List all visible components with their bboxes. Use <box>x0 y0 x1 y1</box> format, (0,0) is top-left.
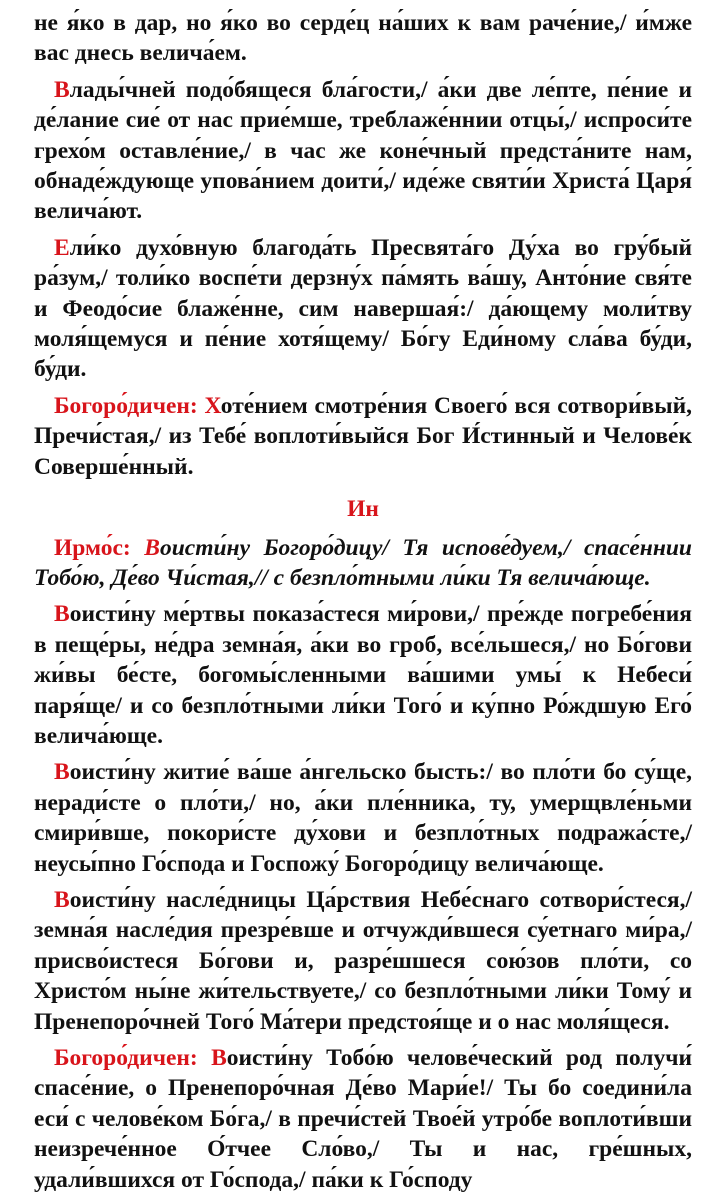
theotokion-text: оисти́ну Тобо́ю челове́ческий род получи́ спасе́ние, о Пренепоро́чная Де́во Мари́е!/ Ты бо соедини́ла еси́ с челове́ком Бо́га,/ в пречи́стей Твое́й утро́бе воплоти́вши неизрече́нное О́тчее Сло́во,/ Ты и нас, гре́шных, удали́вшихся от Го́спода,/ па́ки к Го́споду <box>34 1045 692 1193</box>
paragraph-text: не я́ко в дар, но я́ко во серде́ц на́ших к вам раче́ние,/ и́мже вас днесь велича́ем. <box>34 10 692 67</box>
troparion-text: лады́чней подо́бящеся бла́гости,/ а́ки две ле́пте, пе́ние и де́лание сие́ от нас прие́мше, треблаже́ннии отцы́,/ испроси́те грехо́м оставле́ние,/ в час же коне́чный предста́ните нам, обнаде́ждующе упова́нием доити́,/ иде́же святи́и Христа́ Царя́ велича́ют. <box>34 76 692 225</box>
drop-cap: В <box>54 759 70 786</box>
troparion-5 <box>34 885 692 1037</box>
theotokion-label: Богоро́дичен: <box>54 1045 198 1071</box>
theotokion-1 <box>34 391 692 482</box>
drop-cap: Е <box>54 234 70 261</box>
drop-cap: В <box>144 534 160 561</box>
paragraph-continued <box>34 8 692 69</box>
irmos-label: Ирмо́с: <box>54 534 131 561</box>
troparion-text: ли́ко духо́вную благода́ть Пресвята́го Ду́ха во гру́бый ра́зум,/ толи́ко воспе́ти дерзну́х па́мять ва́шу, Анто́ние свя́те и Феодо́сие блаже́нне, сим навершая́:/ да́ющему моли́тву моля́щемуся и пе́ние хотя́щему/ Бо́гу Еди́ному сла́ва бу́ди, бу́ди. <box>34 234 692 383</box>
drop-cap: Х <box>204 392 221 419</box>
troparion-text: оисти́ну ме́ртвы показа́стеся ми́рови,/ пре́жде погребе́ния в пеще́ры, не́дра земна́я, а́ки во гроб, все́льшеся,/ но Бо́гови жи́вы бе́сте, богомы́сленными ва́шими умы́ к Небеси́ паря́ще/ и со безпло́тными ли́ки Того́ и ку́пно Ро́ждшую Его́ велича́юще. <box>34 601 692 749</box>
troparion-2 <box>34 233 692 385</box>
theotokion-label: Богоро́дичен: <box>54 392 198 419</box>
drop-cap: В <box>54 601 70 628</box>
drop-cap: В <box>54 76 70 103</box>
section-heading: Ин <box>347 496 379 523</box>
troparion-1 <box>34 75 692 227</box>
troparion-text: оисти́ну житие́ ва́ше а́нгельско бысть:/ во пло́ти бо су́ще, неради́сте о пло́ти,/ но, а́ки пле́нника, ту, умерщвле́ньми смири́вше, покори́сте ду́хови и безпло́тных подража́сте,/ неусы́пно Го́спода и Госпожу́ Богоро́дицу велича́юще. <box>34 759 692 877</box>
theotokion-text: оте́нием смотре́ния Своего́ вся сотвори́вый, Пречи́стая,/ из Тебе́ воплоти́выйся Бог И́стинный и Челове́к Соверше́нный. <box>34 392 692 480</box>
troparion-3 <box>34 599 692 751</box>
irmos <box>34 533 692 594</box>
drop-cap: В <box>211 1045 227 1071</box>
irmos-text: оисти́ну Богоро́дицу/ Тя испове́дуем,/ спасе́ннии Тобо́ю, Де́во Чи́стая,// с безпло́тными ли́ки Тя велича́юще. <box>34 534 693 591</box>
drop-cap: В <box>54 886 70 913</box>
theotokion-2 <box>34 1043 692 1195</box>
troparion-text: оисти́ну насле́дницы Ца́рствия Небе́снаго сотвори́стеся,/ земна́я насле́дия презре́вше и отчужди́вшеся су́етнаго ми́ра,/ присво́истеся Бо́гови и, разре́шшеся сою́зов пло́ти, со Христо́м ны́не жи́тельствуете,/ со безпло́тными ли́ки Тому́ и Пренепоро́чней Того́ Ма́тери предстоя́ще и о нас моля́щеся. <box>34 886 692 1035</box>
troparion-4 <box>34 757 692 879</box>
